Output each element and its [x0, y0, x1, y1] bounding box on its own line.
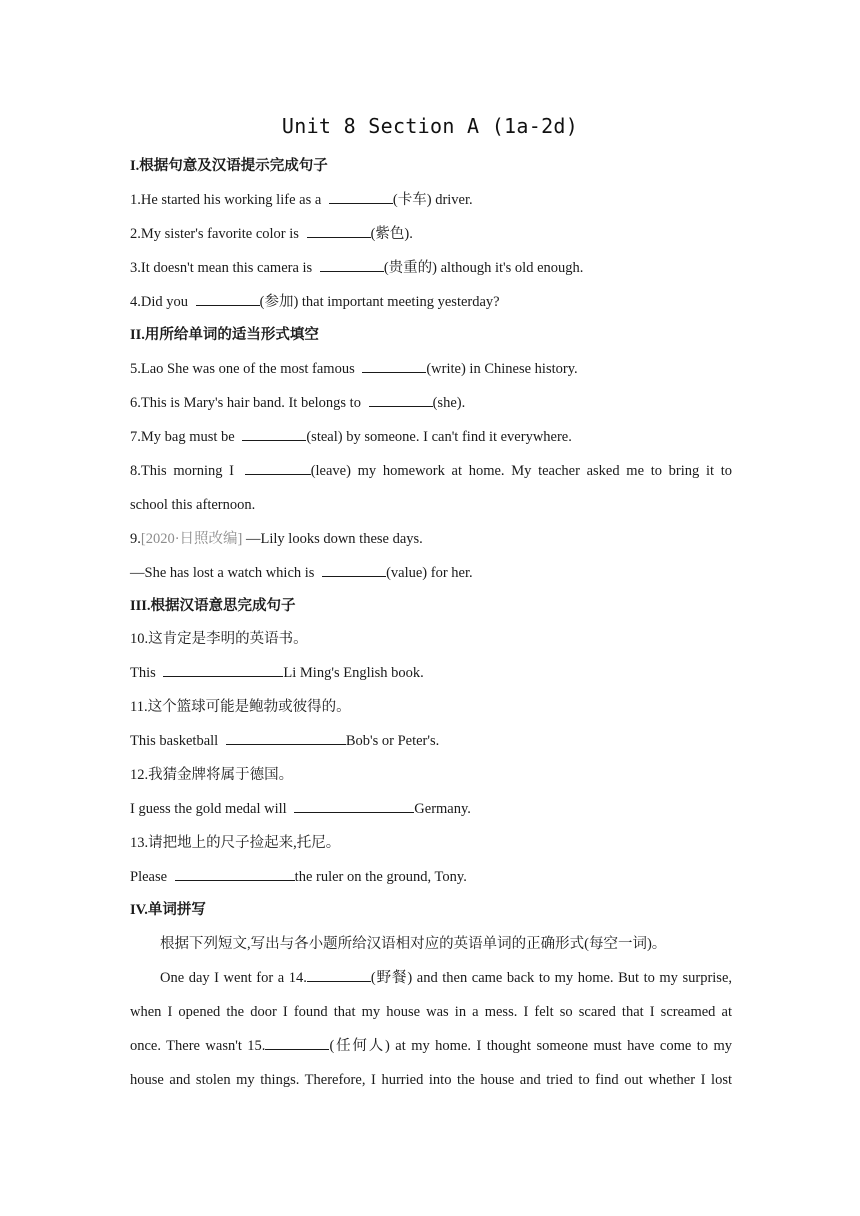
section-heading-3: III.根据汉语意思完成句子 — [130, 598, 296, 614]
question-text: 6.This is Mary's hair band. It belongs to — [130, 395, 361, 411]
question-source: [2020·日照改编] — [140, 531, 243, 547]
page-title: Unit 8 Section A (1a-2d) — [281, 114, 579, 138]
question-text: This basketball — [130, 733, 219, 749]
passage-line-3 — [130, 1036, 732, 1056]
question-text-end: Bob's or Peter's. — [345, 733, 440, 749]
question-8-continued: school this afternoon. — [130, 497, 256, 513]
answer-blank[interactable] — [320, 259, 384, 272]
question-hint: (紫色). — [370, 226, 413, 242]
question-hint: (贵重的) although it's old enough. — [383, 260, 584, 276]
answer-blank[interactable] — [245, 462, 311, 475]
question-13-chinese: 13.请把地上的尺子捡起来,托尼。 — [130, 835, 341, 851]
question-4 — [130, 292, 732, 312]
answer-blank[interactable] — [163, 664, 283, 677]
question-hint: (she). — [432, 395, 466, 411]
answer-blank[interactable] — [242, 428, 306, 441]
question-text: This — [130, 665, 156, 681]
question-text: I guess the gold medal will — [130, 801, 287, 817]
question-text: Please — [130, 869, 168, 885]
answer-blank[interactable] — [226, 732, 346, 745]
question-text: —She has lost a watch which is — [130, 565, 315, 581]
question-1 — [130, 190, 732, 210]
passage-text: once. There wasn't 15. — [130, 1038, 266, 1054]
question-5 — [130, 359, 732, 379]
question-11-chinese: 11.这个篮球可能是鲍勃或彼得的。 — [130, 699, 351, 715]
question-text: 8.This morning I — [130, 463, 234, 479]
answer-blank[interactable] — [294, 800, 414, 813]
question-7 — [130, 427, 732, 447]
question-8 — [130, 461, 732, 481]
question-text: 5.Lao She was one of the most famous — [130, 361, 355, 377]
answer-blank[interactable] — [369, 394, 433, 407]
passage-text: (野餐) and then came back to my home. But to my surprise, — [370, 970, 733, 986]
question-hint: (steal) by someone. I can't find it everywhere. — [306, 429, 572, 445]
question-hint: (leave) my homework at home. My teacher asked me to bring it to — [310, 463, 732, 479]
passage-text: One day I went for a 14. — [160, 970, 307, 986]
question-text-end: Li Ming's English book. — [283, 665, 424, 681]
answer-blank[interactable] — [322, 564, 386, 577]
question-3 — [130, 258, 732, 278]
question-text: 1.He started his working life as a — [130, 192, 322, 208]
section-heading-1: I.根据句意及汉语提示完成句子 — [130, 158, 328, 174]
passage-text: (任何人) at my home. I thought someone must have come to my — [329, 1038, 732, 1054]
answer-blank[interactable] — [362, 360, 426, 373]
question-12 — [130, 799, 732, 819]
question-10-chinese: 10.这肯定是李明的英语书。 — [130, 631, 308, 647]
section-instruction: 根据下列短文,写出与各小题所给汉语相对应的英语单词的正确形式(每空一词)。 — [160, 936, 667, 952]
question-text: 3.It doesn't mean this camera is — [130, 260, 313, 276]
answer-blank[interactable] — [329, 191, 393, 204]
section-heading-4: IV.单词拼写 — [130, 902, 206, 918]
passage-line-1 — [160, 968, 732, 988]
answer-blank-15[interactable] — [265, 1037, 329, 1050]
question-9 — [130, 529, 732, 549]
question-text: 4.Did you — [130, 294, 188, 310]
question-text-end: Germany. — [414, 801, 471, 817]
question-hint: (参加) that important meeting yesterday? — [259, 294, 500, 310]
question-hint: (write) in Chinese history. — [426, 361, 578, 377]
question-12-chinese: 12.我猜金牌将属于德国。 — [130, 767, 294, 783]
question-13 — [130, 867, 732, 887]
question-text: 7.My bag must be — [130, 429, 235, 445]
question-text: 2.My sister's favorite color is — [130, 226, 299, 242]
question-hint: (value) for her. — [386, 565, 473, 581]
passage-line-2: when I opened the door I found that my house was in a mess. I felt so scared that I screamed at — [130, 1004, 732, 1020]
answer-blank[interactable] — [307, 225, 371, 238]
question-hint: (卡车) driver. — [392, 192, 473, 208]
question-2 — [130, 224, 732, 244]
question-10 — [130, 663, 732, 683]
question-number: 9. — [130, 531, 141, 547]
question-text: —Lily looks down these days. — [242, 531, 423, 547]
question-9-reply — [130, 563, 732, 583]
passage-line-4: house and stolen my things. Therefore, I hurried into the house and tried to find out whether I lost — [130, 1072, 732, 1088]
question-6 — [130, 393, 732, 413]
question-11 — [130, 731, 732, 751]
section-heading-2: II.用所给单词的适当形式填空 — [130, 327, 319, 343]
question-text-end: the ruler on the ground, Tony. — [294, 869, 467, 885]
answer-blank[interactable] — [175, 868, 295, 881]
answer-blank[interactable] — [196, 293, 260, 306]
answer-blank-14[interactable] — [307, 969, 371, 982]
